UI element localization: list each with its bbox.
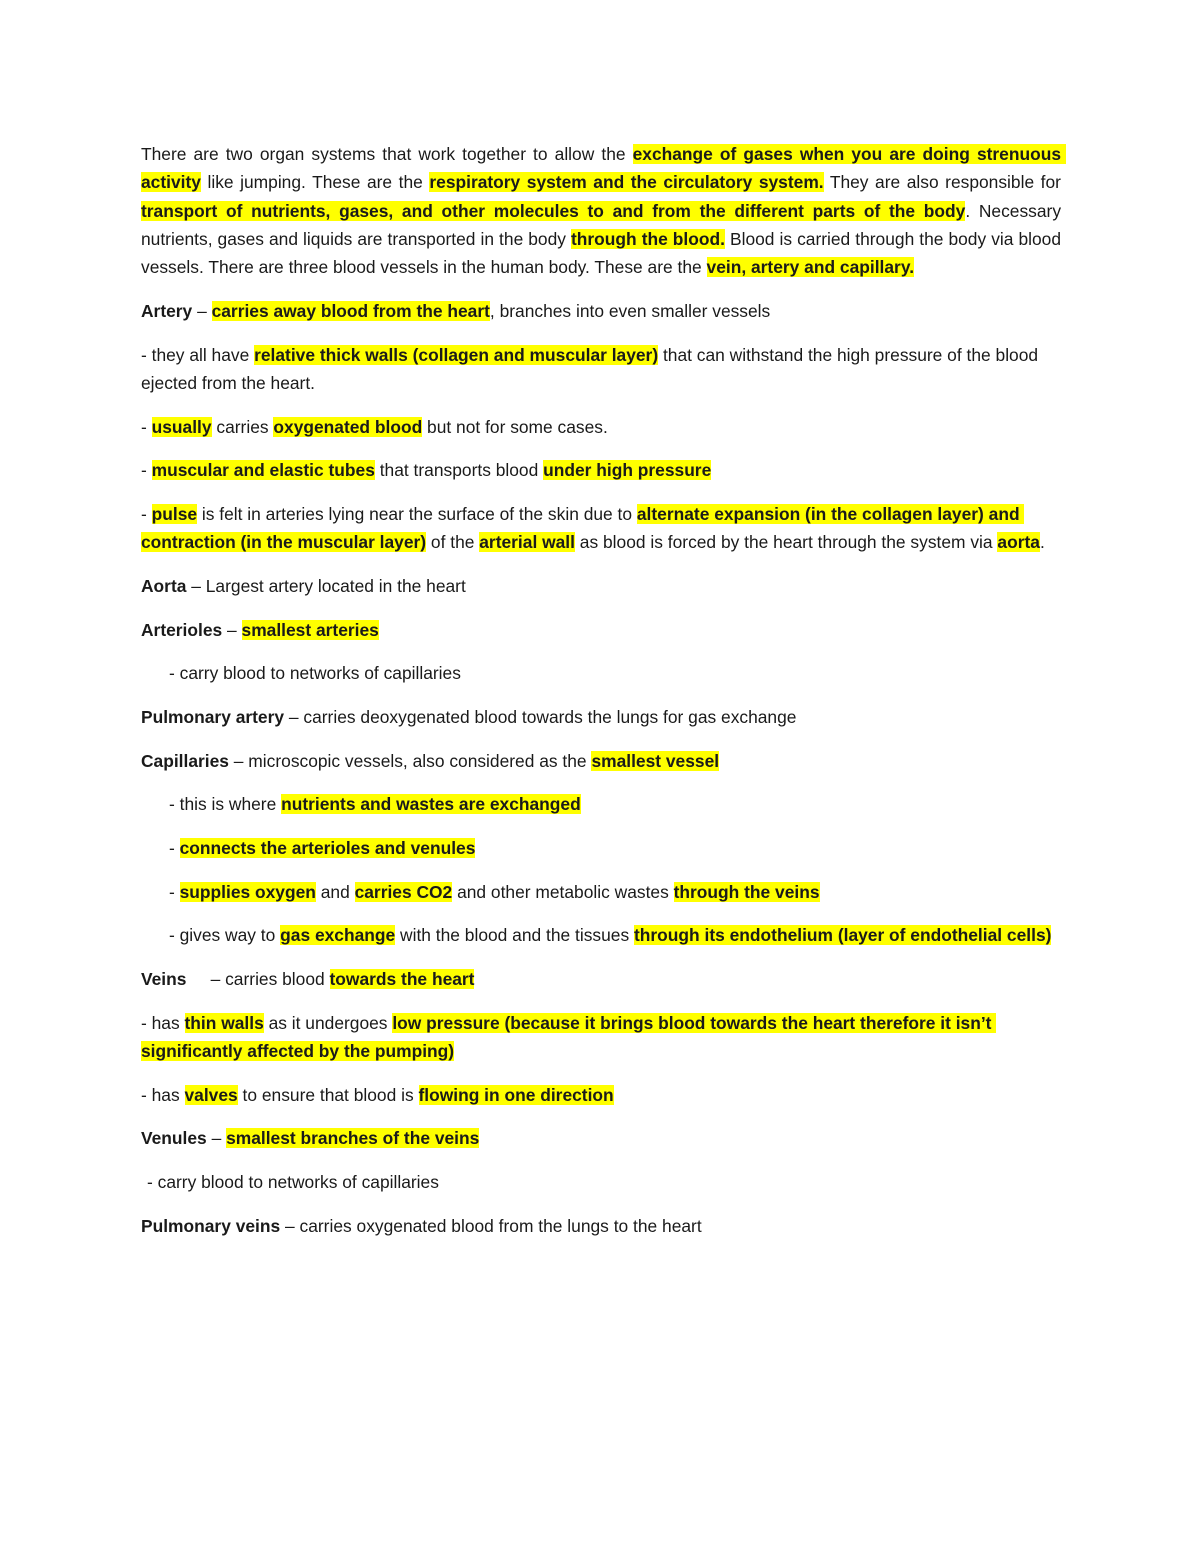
body-text: - they all have bbox=[141, 344, 255, 365]
body-text: - bbox=[141, 503, 152, 524]
highlighted-text: valves bbox=[184, 1084, 238, 1105]
paragraph-artery-walls bbox=[141, 341, 1061, 398]
body-text: There are two organ systems that work together to allow the bbox=[141, 144, 633, 164]
body-text: – carries deoxygenated blood towards the lungs for gas exchange bbox=[284, 706, 797, 727]
highlighted-text: low pressure (because it brings blood towards the heart therefore it isn’t significantly affected by the pumping) bbox=[141, 1012, 997, 1062]
body-text: - this is where bbox=[169, 794, 282, 815]
body-text: that can withstand the high pressure of the blood ejected from the heart. bbox=[141, 344, 1043, 393]
document-body bbox=[141, 140, 1066, 1256]
body-text: - bbox=[141, 416, 152, 437]
body-text: but not for some cases. bbox=[422, 416, 608, 437]
body-text: that transports blood bbox=[374, 460, 544, 481]
body-text: - has bbox=[141, 1012, 185, 1033]
paragraph-veins-walls bbox=[141, 1009, 1061, 1066]
highlighted-text: exchange of gases when you are doing strenuous activity bbox=[141, 144, 1066, 193]
highlighted-text: carries CO2 bbox=[354, 881, 453, 902]
paragraph-veins bbox=[141, 965, 1061, 993]
body-text: of the bbox=[426, 532, 480, 553]
highlighted-text: alternate expansion (in the collagen layer) and contraction (in the muscular layer) bbox=[141, 503, 1025, 553]
body-text: - has bbox=[141, 1084, 185, 1105]
body-text: as blood is forced by the heart through the system via bbox=[574, 532, 998, 553]
highlighted-text: through its endothelium (layer of endothelial cells) bbox=[633, 925, 1052, 946]
paragraph-arterioles-sub bbox=[141, 659, 1061, 687]
body-text: . Necessary nutrients, gases and liquids are transported in the body bbox=[141, 200, 1066, 249]
body-text: - bbox=[169, 881, 180, 902]
highlighted-text: thin walls bbox=[184, 1012, 264, 1033]
highlighted-text: nutrients and wastes are exchanged bbox=[281, 794, 581, 815]
highlighted-text: under high pressure bbox=[543, 460, 712, 481]
highlighted-text: flowing in one direction bbox=[418, 1084, 614, 1105]
highlighted-text: smallest branches of the veins bbox=[226, 1128, 480, 1149]
body-text: – carries blood bbox=[186, 969, 330, 990]
term-heading: Capillaries bbox=[141, 750, 229, 771]
paragraph-artery-pulse bbox=[141, 500, 1061, 557]
body-text: is felt in arteries lying near the surface of the skin due to bbox=[197, 503, 637, 524]
term-heading: Pulmonary veins bbox=[141, 1215, 281, 1236]
body-text: as it undergoes bbox=[263, 1012, 393, 1033]
highlighted-text: carries away blood from the heart bbox=[211, 300, 490, 321]
body-text: – microscopic vessels, also considered as the bbox=[228, 750, 592, 771]
body-text: like jumping. These are the bbox=[200, 172, 430, 193]
paragraph-pulmonary-veins bbox=[141, 1212, 1061, 1240]
highlighted-text: pulse bbox=[151, 503, 198, 524]
highlighted-text: respiratory system and the circulatory system. bbox=[429, 172, 824, 193]
highlighted-text: vein, artery and capillary. bbox=[706, 257, 915, 278]
highlighted-text: through the blood. bbox=[571, 228, 725, 249]
highlighted-text: connects the arterioles and venules bbox=[179, 838, 476, 859]
body-text: Blood is carried through the body via blood vessels. There are three blood vessels in the human body. These are the bbox=[141, 228, 1066, 278]
paragraph-artery-tubes bbox=[141, 456, 1061, 484]
body-text: They are also responsible for bbox=[823, 172, 1066, 193]
paragraph-artery-oxygen bbox=[141, 413, 1061, 441]
body-text: - carry blood to networks of capillaries bbox=[169, 663, 461, 684]
paragraph-artery bbox=[141, 297, 1061, 325]
highlighted-text: usually bbox=[151, 416, 212, 437]
term-heading: Pulmonary artery bbox=[141, 706, 285, 727]
highlighted-text: towards the heart bbox=[329, 969, 475, 990]
paragraph-capillaries bbox=[141, 747, 1061, 775]
body-text: to ensure that blood is bbox=[237, 1084, 419, 1105]
body-text: . bbox=[1039, 532, 1045, 553]
body-text: – bbox=[192, 300, 212, 321]
paragraph-capillaries-2 bbox=[141, 834, 1061, 862]
highlighted-text: aorta bbox=[997, 532, 1040, 553]
body-text: with the blood and the tissues bbox=[395, 925, 634, 946]
paragraph-pulmonary-artery bbox=[141, 703, 1061, 731]
term-heading: Venules bbox=[141, 1128, 207, 1149]
highlighted-text: muscular and elastic tubes bbox=[151, 460, 375, 481]
body-text: - carry blood to networks of capillaries bbox=[147, 1172, 439, 1193]
highlighted-text: oxygenated blood bbox=[273, 416, 423, 437]
body-text: carries bbox=[211, 416, 274, 437]
term-heading: Arterioles bbox=[141, 619, 223, 640]
highlighted-text: smallest arteries bbox=[241, 619, 379, 640]
highlighted-text: relative thick walls (collagen and muscular layer) bbox=[254, 344, 659, 365]
paragraph-capillaries-1 bbox=[141, 790, 1061, 818]
highlighted-text: arterial wall bbox=[479, 532, 575, 553]
body-text: – bbox=[206, 1128, 227, 1149]
body-text: - gives way to bbox=[169, 925, 281, 946]
body-text: - bbox=[169, 838, 180, 859]
body-text: – carries oxygenated blood from the lungs to the heart bbox=[280, 1215, 702, 1236]
paragraph-intro bbox=[141, 140, 1066, 281]
term-heading: Aorta bbox=[141, 575, 187, 596]
term-heading: Veins bbox=[141, 969, 187, 990]
highlighted-text: transport of nutrients, gases, and other molecules to and from the different parts of the body bbox=[141, 200, 966, 221]
paragraph-capillaries-3 bbox=[141, 878, 1061, 906]
paragraph-venules bbox=[141, 1124, 1061, 1152]
paragraph-capillaries-4 bbox=[141, 921, 1061, 949]
body-text: and other metabolic wastes bbox=[452, 881, 674, 902]
body-text: – bbox=[222, 619, 242, 640]
highlighted-text: through the veins bbox=[673, 881, 820, 902]
paragraph-aorta bbox=[141, 572, 1061, 600]
body-text: – Largest artery located in the heart bbox=[186, 575, 466, 596]
term-heading: Artery bbox=[141, 300, 193, 321]
paragraph-venules-sub bbox=[141, 1168, 1061, 1196]
body-text: - bbox=[141, 460, 152, 481]
paragraph-veins-valves bbox=[141, 1081, 1061, 1109]
body-text: and bbox=[315, 881, 355, 902]
body-text: , branches into even smaller vessels bbox=[489, 300, 771, 321]
paragraph-arterioles bbox=[141, 616, 1061, 644]
highlighted-text: supplies oxygen bbox=[179, 881, 316, 902]
highlighted-text: gas exchange bbox=[280, 925, 396, 946]
highlighted-text: smallest vessel bbox=[591, 750, 720, 771]
